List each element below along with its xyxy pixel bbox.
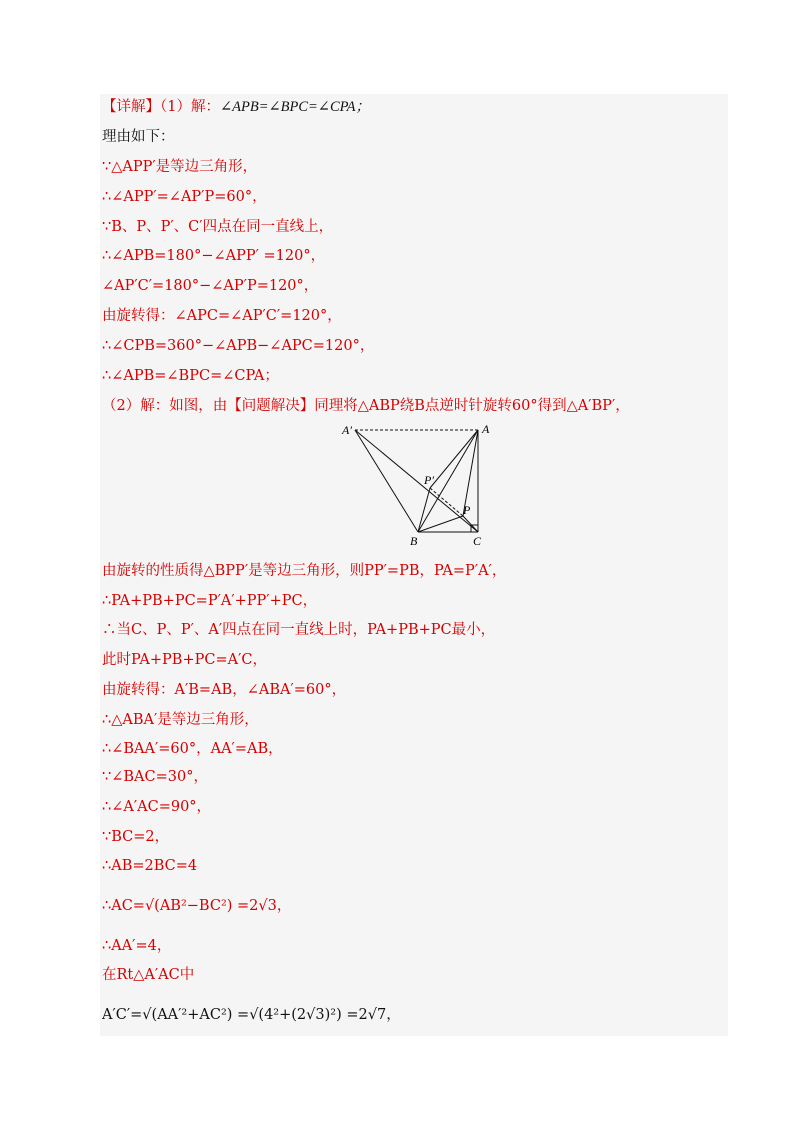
solution-line-14: ∴当C、P、P′、A′四点在同一直线上时，PA+PB+PC最小， <box>102 622 496 638</box>
solution-line-11: （2）解：如图，由【问题解决】同理将△ABP绕B点逆时针旋转60°得到△A′BP′， <box>102 398 630 414</box>
label-C: C <box>473 534 482 548</box>
solution-line-4: ∴∠APP′=∠AP′P=60°， <box>102 189 267 205</box>
solution-line-3 <box>102 157 257 177</box>
geometry-figure <box>338 418 508 550</box>
solution-line-18: ∴∠BAA′=60°，AA′=AB， <box>102 741 283 757</box>
line-A-P-prime <box>430 430 478 488</box>
solution-line-7: ∠AP′C′=180°−∠AP′P=120°， <box>102 278 319 294</box>
equilateral-statement: ∵△APP′是等边三角形， <box>102 159 258 175</box>
solution-line-10: ∴∠APB=∠BPC=∠CPA； <box>102 368 279 384</box>
rotation-label: 由旋转得： <box>102 308 175 324</box>
line-A-prime-B <box>355 430 418 532</box>
label-A: A <box>482 422 490 436</box>
line-B-P <box>418 516 463 532</box>
label-P-prime: P′ <box>424 473 434 487</box>
solution-line-8 <box>102 306 342 326</box>
solution-line-19: ∵∠BAC=30°， <box>102 769 208 785</box>
solution-line-21: ∵BC=2， <box>102 829 170 845</box>
solution-line-9: ∴∠CPB=360°−∠APB−∠APC=120°， <box>102 338 375 354</box>
solution-line-12 <box>102 561 506 581</box>
solution-line-22: ∴AB=2BC=4 <box>102 858 198 874</box>
solution-line-23: ∴AC=√(AB²−BC²) =2√3， <box>102 898 292 914</box>
solution-line-5: ∵B、P、P′、C′四点在同一直线上， <box>102 219 334 235</box>
solution-label: 【详解】（1）解： <box>102 99 220 115</box>
rotation-expr: ∠APC=∠AP′C′=120°， <box>174 308 342 324</box>
solution-line-24: ∴AA′=4， <box>102 938 172 954</box>
label-P: P <box>463 503 471 517</box>
solution-line-2: 理由如下： <box>102 129 175 145</box>
solution-line-20: ∴∠A′AC=90°， <box>102 799 212 815</box>
angle-equality: ∠APB=∠BPC=∠CPA； <box>219 99 370 115</box>
rotation-property: 由旋转的性质得△BPP′是等边三角形，则PP′=PB，PA=P′A′， <box>102 563 507 579</box>
label-A-prime: A′ <box>342 423 352 437</box>
solution-line-17: ∴△ABA′是等边三角形， <box>102 712 259 728</box>
solution-line-16: 由旋转得：A′B=AB，∠ABA′=60°， <box>102 682 347 698</box>
label-B: B <box>410 534 418 548</box>
line-P-prime-P <box>430 488 463 516</box>
line-B-P-prime <box>418 488 430 532</box>
solution-line-6: ∴∠APB=180°−∠APP′ =120°， <box>102 248 326 264</box>
solution-line-13: ∴PA+PB+PC=P′A′+PP′+PC， <box>102 593 318 609</box>
solution-line-15: 此时PA+PB+PC=A′C， <box>102 652 267 668</box>
solution-line-1 <box>102 97 370 117</box>
solution-line-26: A′C′=√(AA′²+AC²) =√(4²+(2√3)²) =2√7， <box>102 1007 401 1023</box>
solution-line-25: 在Rt△A′AC中 <box>102 967 195 983</box>
